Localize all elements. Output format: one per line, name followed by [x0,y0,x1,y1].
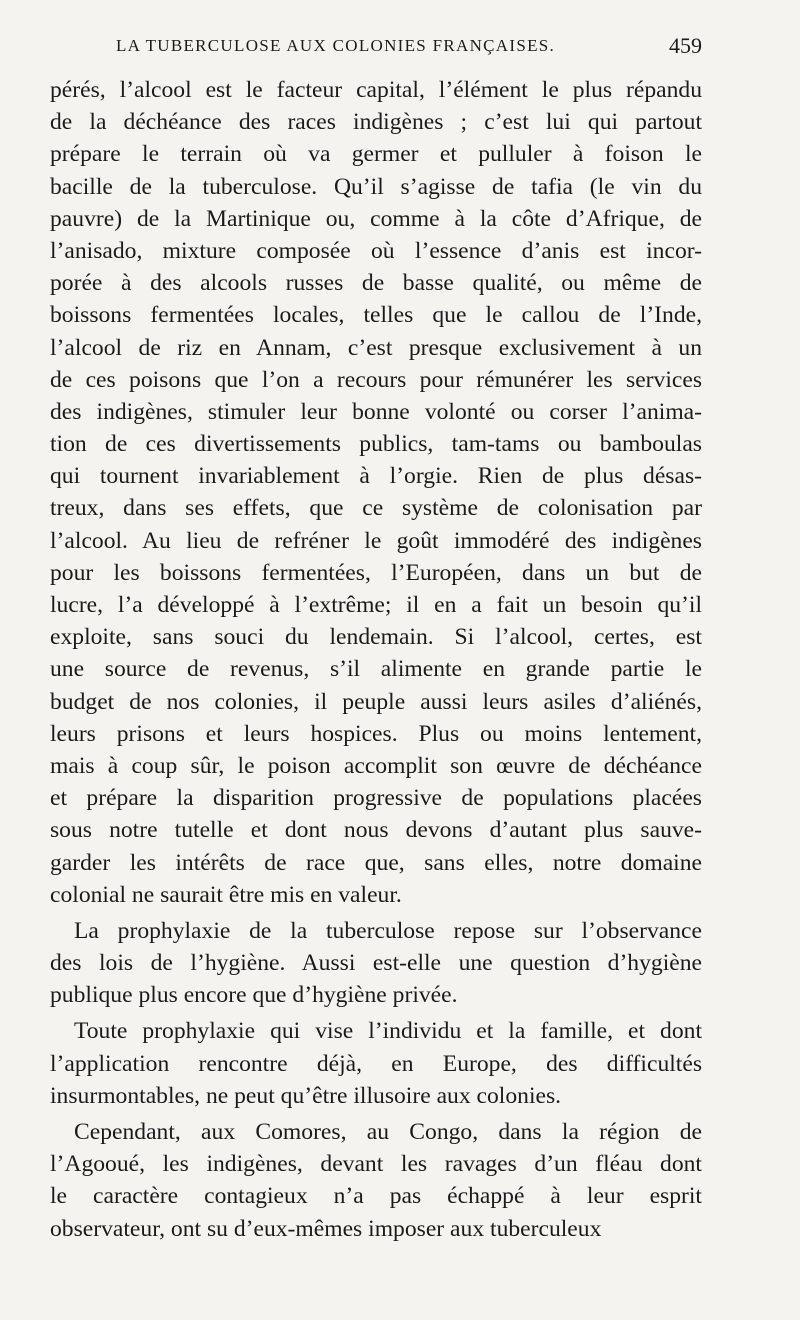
text-line: des lois de l’hygiène. Aussi est-elle une question d’hygiène [50,950,702,977]
text-line: garder les intérêts de race que, sans elles, notre domaine [50,849,702,876]
text-line: publique plus encore que d’hygiène privée. [50,982,458,1009]
text-line: le caractère contagieux n’a pas échappé à leur esprit [50,1183,702,1210]
text-line: boissons fermentées locales, telles que le callou de l’Inde, [50,302,702,329]
text-line: porée à des alcools russes de basse qualité, ou même de [50,270,702,297]
paragraph [50,915,702,1012]
text-line: leurs prisons et leurs hospices. Plus ou moins lentement, [50,720,702,747]
text-line: une source de revenus, s’il alimente en grande partie le [50,656,702,683]
text-line: Cependant, aux Comores, au Congo, dans la région de [74,1119,702,1145]
text-line: budget de nos colonies, il peuple aussi leurs asiles d’aliénés, [50,688,702,715]
text-line: de la déchéance des races indigènes ; c’est lui qui partout [50,109,702,136]
text-line: pérés, l’alcool est le facteur capital, l’élément le plus répandu [50,77,702,103]
page-number: 459 [669,33,702,58]
text-line: sous notre tutelle et dont nous devons d’autant plus sauve- [50,817,702,844]
text-line: treux, dans ses effets, que ce système de colonisation par [50,495,702,522]
text-line: colonial ne saurait être mis en valeur. [50,881,402,908]
text-line: l’anisado, mixture composée où l’essence d’anis est incor- [50,237,702,264]
text-line: l’alcool. Au lieu de refréner le goût immodéré des indigènes [50,527,702,554]
text-line: insurmontables, ne peut qu’être illusoire aux colonies. [50,1082,562,1109]
text-line: observateur, ont su d’eux-mêmes imposer aux tuberculeux [50,1215,602,1242]
text-line: pour les boissons fermentées, l’Européen, dans un but de [50,559,702,586]
text-line: prépare le terrain où va germer et pulluler à foison le [50,141,702,168]
text-line: l’application rencontre déjà, en Europe, des difficultés [50,1050,702,1077]
text-line: et prépare la disparition progressive de populations placées [50,785,702,812]
text-line: bacille de la tuberculose. Qu’il s’agisse de tafia (le vin du [50,173,702,200]
running-header [50,30,702,66]
text-line: pauvre) de la Martinique ou, comme à la côte d’Afrique, de [50,205,702,232]
text-line: l’Agooué, les indigènes, devant les ravages d’un fléau dont [50,1151,702,1178]
text-line: l’alcool de riz en Annam, c’est presque exclusivement à un [50,334,702,361]
running-title: LA TUBERCULOSE AUX COLONIES FRANÇAISES. [116,36,556,55]
body-text [50,74,702,1245]
text-line: de ces poisons que l’on a recours pour rémunérer les services [50,366,702,393]
text-line: La prophylaxie de la tuberculose repose sur l’observance [74,917,702,944]
text-line: mais à coup sûr, le poison accomplit son œuvre de déchéance [50,752,702,779]
text-line: qui tournent invariablement à l’orgie. Rien de plus désas- [50,463,702,490]
text-line: Toute prophylaxie qui vise l’individu et la famille, et dont [74,1018,702,1045]
text-line: lucre, l’a développé à l’extrême; il en a fait un besoin qu’il [50,592,702,618]
text-line: exploite, sans souci du lendemain. Si l’alcool, certes, est [50,624,702,651]
paragraph [50,74,702,911]
paragraph [50,1015,702,1112]
text-line: tion de ces divertissements publics, tam-tams ou bamboulas [50,431,702,458]
paragraph [50,1116,702,1245]
text-line: des indigènes, stimuler leur bonne volonté ou corser l’anima- [50,398,702,425]
